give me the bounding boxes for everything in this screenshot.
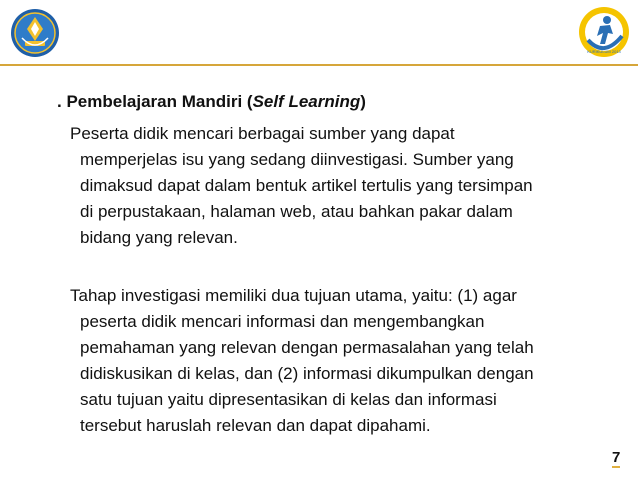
tut-wuri-handayani-logo-icon (10, 8, 60, 58)
slide-title (57, 92, 366, 112)
title-suffix: ) (360, 92, 366, 111)
header-divider (0, 64, 638, 66)
kurikulum-logo-text: KURIKULUM 2013 (587, 49, 621, 54)
title-italic: Self Learning (252, 92, 361, 111)
paragraph-line: bidang yang relevan. (80, 228, 238, 247)
paragraph-investigation-goals (70, 283, 534, 439)
paragraph-sources (70, 121, 533, 251)
kurikulum-2013-logo-icon (578, 6, 630, 58)
paragraph-line: didiskusikan di kelas, dan (2) informasi dikumpulkan dengan (80, 364, 534, 383)
paragraph-line: peserta didik mencari informasi dan mengembangkan (80, 312, 485, 331)
paragraph-line: di perpustakaan, halaman web, atau bahkan pakar dalam (80, 202, 513, 221)
page-number: 7 (612, 449, 621, 466)
paragraph-line: pemahaman yang relevan dengan permasalahan yang telah (80, 338, 534, 357)
paragraph-line: memperjelas isu yang sedang diinvestigasi. Sumber yang (80, 150, 514, 169)
paragraph-line: tersebut haruslah relevan dan dapat dipahami. (80, 416, 431, 435)
title-prefix: . Pembelajaran Mandiri ( (57, 92, 253, 111)
paragraph-line: Peserta didik mencari berbagai sumber yang dapat (70, 124, 455, 143)
paragraph-line: satu tujuan yaitu dipresentasikan di kelas dan informasi (80, 390, 497, 409)
paragraph-line: Tahap investigasi memiliki dua tujuan utama, yaitu: (1) agar (70, 286, 517, 305)
paragraph-line: dimaksud dapat dalam bentuk artikel tertulis yang tersimpan (80, 176, 533, 195)
